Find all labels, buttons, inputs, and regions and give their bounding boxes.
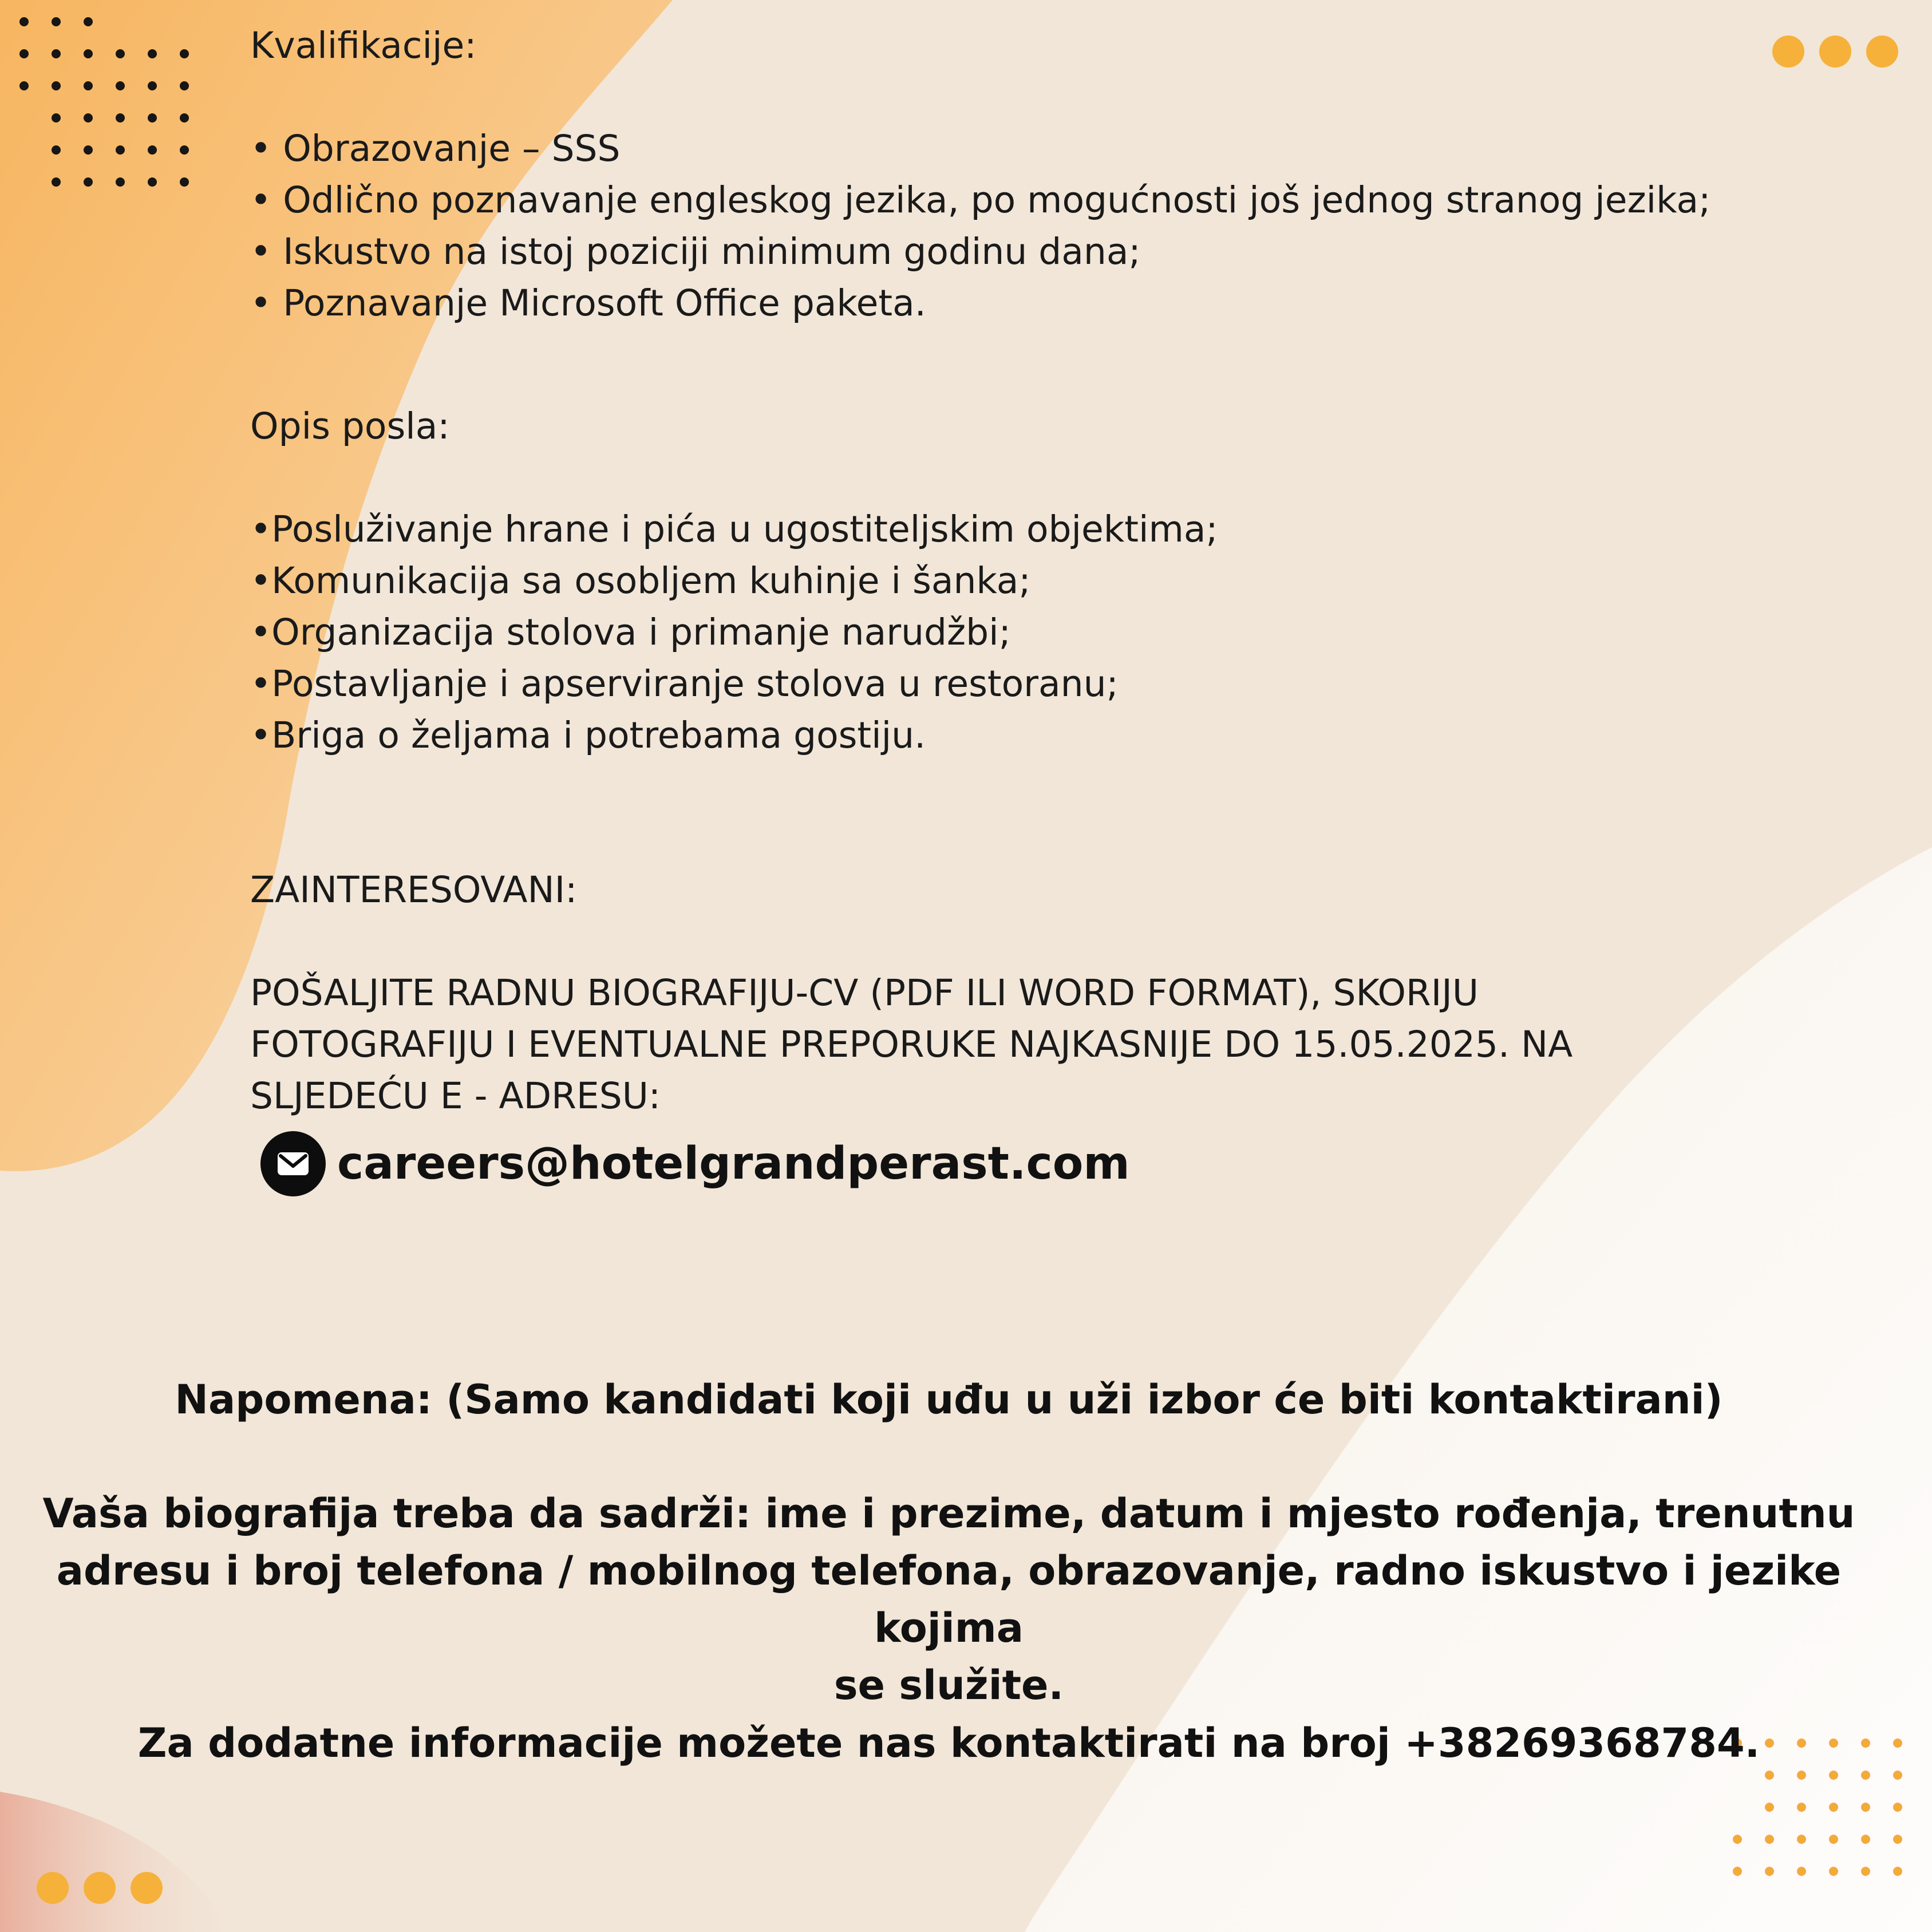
dot: [84, 1872, 116, 1904]
decorative-three-dots-bottom-left: [37, 1872, 163, 1904]
job-description-title: Opis posla:: [250, 405, 450, 447]
qualification-item: • Obrazovanje – SSS: [250, 123, 1796, 175]
dot: [84, 17, 93, 26]
job-duty-item: • Organizacija stolova i primanje narudžbi;: [250, 607, 1796, 658]
cv-requirements-line: Vaša biografija treba da sadrži: ime i prezime, datum i mjesto rođenja, trenutnu: [42, 1490, 1855, 1537]
dot: [84, 145, 93, 155]
qualification-item: • Iskustvo na istoj poziciji minimum godinu dana;: [250, 226, 1796, 278]
application-instruction-line: SLJEDEĆU E - ADRESU:: [250, 1075, 661, 1117]
job-duty-item: • Posluživanje hrane i pića u ugostiteljskim objektima;: [250, 504, 1796, 555]
dot: [1861, 1771, 1870, 1780]
dot: [1765, 1867, 1774, 1876]
dot: [19, 81, 29, 90]
dot: [1893, 1771, 1902, 1780]
dot: [1893, 1835, 1902, 1844]
dot: [1797, 1803, 1806, 1812]
application-instruction-line: FOTOGRAFIJU I EVENTUALNE PREPORUKE NAJKASNIJE DO 15.05.2025. NA: [250, 1024, 1573, 1065]
email-contact[interactable]: [260, 1131, 1796, 1196]
dot: [1797, 1771, 1806, 1780]
dot: [1893, 1867, 1902, 1876]
dot: [116, 177, 125, 187]
dot: [19, 49, 29, 58]
dot: [1733, 1835, 1742, 1844]
dot: [84, 81, 93, 90]
dot: [116, 113, 125, 123]
dot: [1797, 1867, 1806, 1876]
dot: [180, 177, 189, 187]
dot: [148, 177, 157, 187]
qualifications-list: [250, 123, 1796, 329]
application-instruction-line: POŠALJITE RADNU BIOGRAFIJU-CV (PDF ILI WORD FORMAT), SKORIJU: [250, 972, 1479, 1014]
qualification-item: • Odlično poznavanje engleskog jezika, po mogućnosti još jednog stranog jezika;: [250, 175, 1796, 226]
dot: [180, 145, 189, 155]
dot: [52, 113, 61, 123]
cv-requirements-line: adresu i broj telefona / mobilnog telefona, obrazovanje, radno iskustvo i jezike kojima: [56, 1547, 1842, 1652]
dot: [19, 17, 29, 26]
dot: [1829, 1835, 1838, 1844]
dot: [148, 113, 157, 123]
dot: [116, 145, 125, 155]
decorative-dot-grid-top-left: [19, 17, 212, 210]
dot: [1866, 35, 1898, 68]
dot: [1861, 1803, 1870, 1812]
job-description-list: [250, 504, 1796, 761]
job-ad-content: [250, 20, 1796, 1196]
dot: [1861, 1867, 1870, 1876]
dot: [84, 113, 93, 123]
dot: [1893, 1803, 1902, 1812]
dot: [148, 49, 157, 58]
dot: [116, 81, 125, 90]
selection-note: Napomena: (Samo kandidati koji uđu u uži izbor će biti kontaktirani): [175, 1376, 1723, 1423]
qualifications-title: Kvalifikacije:: [250, 25, 477, 66]
dot: [1797, 1835, 1806, 1844]
email-address-link[interactable]: careers@hotelgrandperast.com: [337, 1138, 1130, 1190]
dot: [1765, 1771, 1774, 1780]
dot: [52, 81, 61, 90]
contact-phone-info: Za dodatne informacije možete nas kontaktirati na broj +38269368784.: [137, 1720, 1760, 1767]
dot: [180, 49, 189, 58]
dot: [1733, 1867, 1742, 1876]
dot: [180, 113, 189, 123]
job-duty-item: • Komunikacija sa osobljem kuhinje i šanka;: [250, 555, 1796, 607]
application-title: ZAINTERESOVANI:: [250, 869, 578, 911]
dot: [1829, 1867, 1838, 1876]
dot: [37, 1872, 69, 1904]
job-duty-item: • Briga o željama i potrebama gostiju.: [250, 710, 1796, 761]
dot: [131, 1872, 163, 1904]
dot: [84, 49, 93, 58]
dot: [52, 17, 61, 26]
dot: [1861, 1835, 1870, 1844]
dot: [1829, 1771, 1838, 1780]
dot: [1819, 35, 1851, 68]
dot: [1829, 1803, 1838, 1812]
dot: [148, 145, 157, 155]
job-duty-item: • Postavljanje i apserviranje stolova u restoranu;: [250, 658, 1796, 710]
qualification-item: • Poznavanje Microsoft Office paketa.: [250, 278, 1796, 329]
dot: [1893, 1739, 1902, 1748]
cv-requirements-line: se služite.: [833, 1662, 1064, 1709]
dot: [52, 145, 61, 155]
dot: [148, 81, 157, 90]
dot: [52, 49, 61, 58]
dot: [52, 177, 61, 187]
dot: [180, 81, 189, 90]
mail-icon: [260, 1131, 326, 1196]
pink-brush-shape: [0, 1792, 229, 1932]
dot: [1765, 1835, 1774, 1844]
cv-requirements: [34, 1485, 1863, 1714]
dot: [1765, 1803, 1774, 1812]
dot: [84, 177, 93, 187]
dot: [116, 49, 125, 58]
